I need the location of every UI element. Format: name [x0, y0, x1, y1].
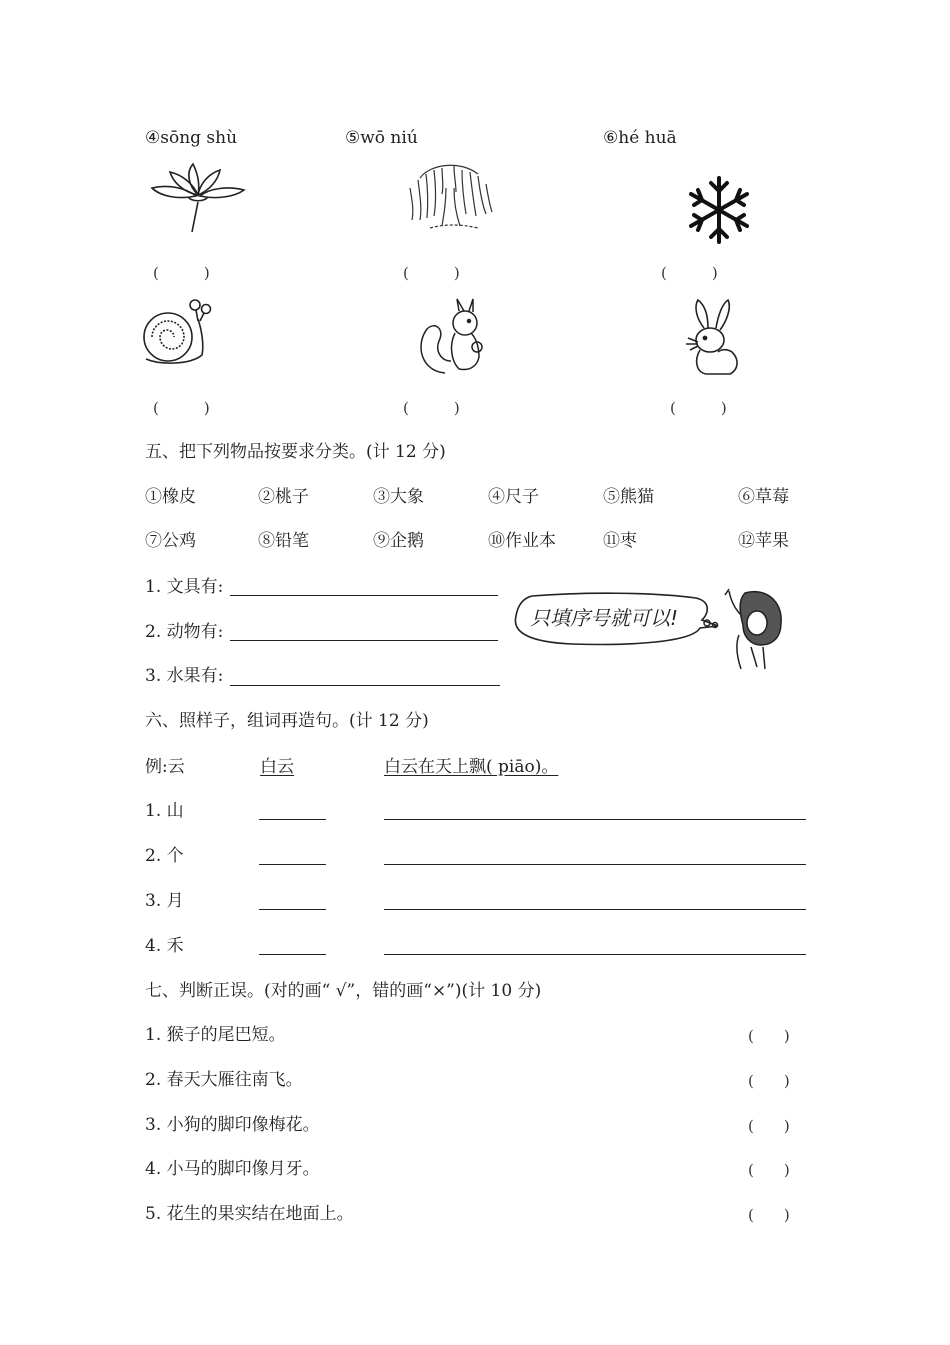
example-sentence: 白云在天上飘( piāo)。 — [384, 757, 559, 777]
willow-icon — [400, 158, 500, 236]
speech-bubble-text: 只填序号就可以! — [530, 606, 679, 630]
item-5: ⑤熊猫 — [603, 487, 654, 507]
section-7-title: 七、判断正误。(对的画“ √”，错的画“×”)(计 10 分) — [145, 981, 542, 1001]
item-8: ⑧铅笔 — [258, 531, 309, 551]
item-1: ①橡皮 — [145, 487, 196, 507]
row-3-char: 3. 月 — [145, 891, 184, 911]
squirrel-icon — [415, 295, 491, 375]
row-2-char: 2. 个 — [145, 846, 184, 866]
category-stationery-blank[interactable] — [230, 595, 498, 596]
example-word: 白云 — [260, 757, 294, 777]
girl-illustration-icon — [695, 585, 790, 673]
category-fruits-label: 3. 水果有: — [145, 666, 224, 686]
answer-paren-4[interactable]: ( ) — [153, 399, 210, 417]
section-6-title: 六、照样子，组词再造句。(计 12 分) — [145, 711, 429, 731]
judge-paren-1[interactable]: ( ) — [748, 1027, 790, 1045]
item-12: ⑫苹果 — [738, 531, 789, 551]
answer-paren-6[interactable]: ( ) — [670, 399, 727, 417]
answer-paren-3[interactable]: ( ) — [661, 264, 718, 282]
item-7: ⑦公鸡 — [145, 531, 196, 551]
item-9: ⑨企鹅 — [373, 531, 424, 551]
lotus-icon — [148, 160, 248, 235]
row-2-sentence-blank[interactable] — [384, 864, 806, 865]
statement-5: 5. 花生的果实结在地面上。 — [145, 1204, 354, 1224]
rabbit-icon — [680, 298, 746, 378]
category-fruits-blank[interactable] — [230, 685, 500, 686]
row-1-word-blank[interactable] — [259, 819, 326, 820]
statement-4: 4. 小马的脚印像月牙。 — [145, 1159, 320, 1179]
row-1-sentence-blank[interactable] — [384, 819, 806, 820]
category-stationery-label: 1. 文具有: — [145, 577, 224, 597]
snowflake-icon — [680, 175, 758, 245]
item-11: ⑪枣 — [603, 531, 637, 551]
statement-1: 1. 猴子的尾巴短。 — [145, 1025, 286, 1045]
statement-3: 3. 小狗的脚印像梅花。 — [145, 1115, 320, 1135]
pinyin-label-1: ④sōng shù — [145, 128, 238, 148]
judge-paren-3[interactable]: ( ) — [748, 1117, 790, 1135]
item-6: ⑥草莓 — [738, 487, 789, 507]
example-label: 例:云 — [145, 757, 185, 777]
answer-paren-1[interactable]: ( ) — [153, 264, 210, 282]
row-1-char: 1. 山 — [145, 801, 184, 821]
row-3-word-blank[interactable] — [259, 909, 326, 910]
row-4-word-blank[interactable] — [259, 954, 326, 955]
item-10: ⑩作业本 — [488, 531, 556, 551]
item-3: ③大象 — [373, 487, 424, 507]
row-2-word-blank[interactable] — [259, 864, 326, 865]
answer-paren-2[interactable]: ( ) — [403, 264, 460, 282]
statement-2: 2. 春天大雁往南飞。 — [145, 1070, 303, 1090]
category-animals-label: 2. 动物有: — [145, 622, 224, 642]
pinyin-label-2: ⑤wō niú — [345, 128, 418, 148]
item-2: ②桃子 — [258, 487, 309, 507]
category-animals-blank[interactable] — [230, 640, 498, 641]
answer-paren-5[interactable]: ( ) — [403, 399, 460, 417]
item-4: ④尺子 — [488, 487, 539, 507]
section-5-title: 五、把下列物品按要求分类。(计 12 分) — [145, 442, 446, 462]
row-4-char: 4. 禾 — [145, 936, 184, 956]
pinyin-label-3: ⑥hé huā — [603, 128, 677, 148]
row-4-sentence-blank[interactable] — [384, 954, 806, 955]
row-3-sentence-blank[interactable] — [384, 909, 806, 910]
judge-paren-2[interactable]: ( ) — [748, 1072, 790, 1090]
judge-paren-5[interactable]: ( ) — [748, 1206, 790, 1224]
snail-icon — [140, 295, 212, 370]
judge-paren-4[interactable]: ( ) — [748, 1161, 790, 1179]
